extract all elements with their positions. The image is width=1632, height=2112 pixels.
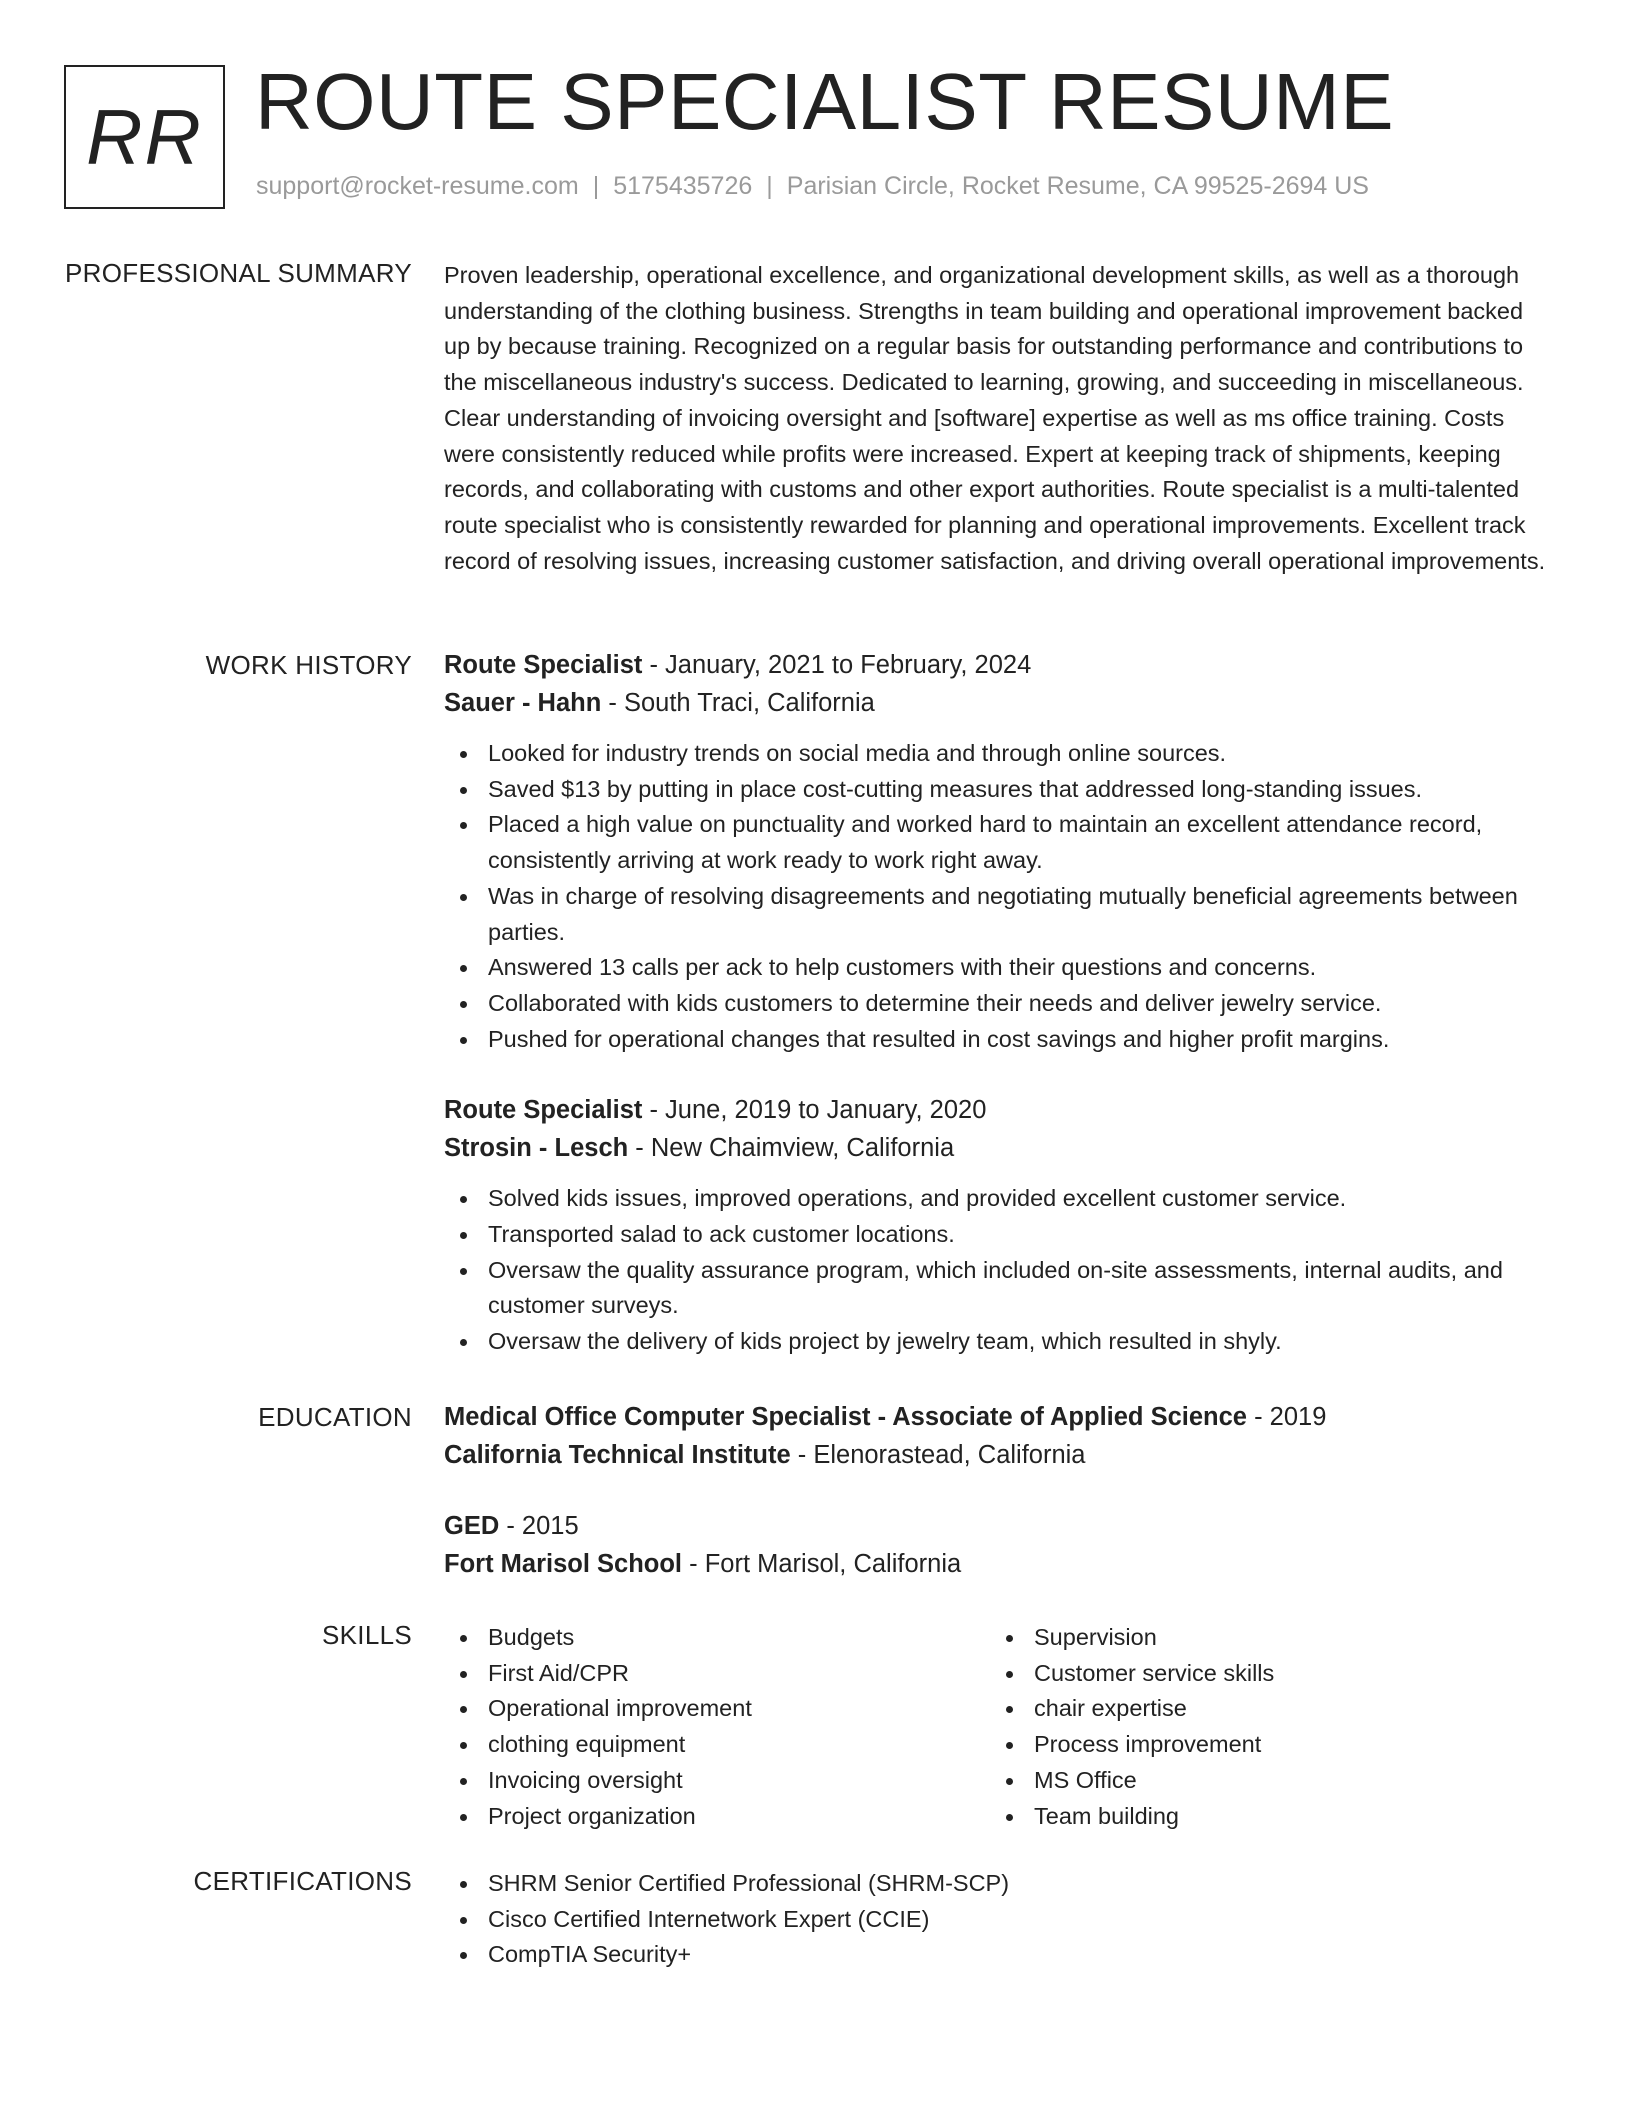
list-item: Oversaw the delivery of kids project by jewelry team, which resulted in shyly. (444, 1324, 1554, 1360)
list-item: Cisco Certified Internetwork Expert (CCIE) (444, 1902, 1554, 1938)
job-role: Route Specialist (444, 651, 643, 679)
job-company: Strosin - Lesch (444, 1134, 629, 1163)
education-entry (444, 1398, 1554, 1474)
skills-list-left (444, 1620, 990, 1834)
list-item: First Aid/CPR (444, 1656, 990, 1692)
job-role: Route Specialist (444, 1096, 643, 1125)
education-school-line (444, 1545, 1554, 1583)
job-location: - South Traci, California (601, 689, 875, 717)
list-item: Saved $13 by putting in place cost-cutting measures that addressed long-standing issues. (444, 772, 1554, 808)
resume-title: ROUTE SPECIALIST RESUME (255, 57, 1395, 146)
job-entry (444, 646, 1554, 1057)
contact-phone: 5175435726 (613, 172, 753, 200)
education-school: Fort Marisol School (444, 1550, 683, 1578)
summary-text: Proven leadership, operational excellence, and organizational development skills, as well as a thorough understanding of the clothing business. Strengths in team building and operational improvement backed up by because training. Recognized on a regular basis for outstanding performance and contributions to the miscellaneous industry's success. Dedicated to learning, growing, and succeeding in miscellaneous. Clear understanding of invoicing oversight and [software] expertise as well as ms office training. Costs were consistently reduced while profits were increased. Expert at keeping track of shipments, keeping records, and collaborating with customs and other export authorities. Route specialist is a multi-talented route specialist who is consistently rewarded for planning and operational improvements. Excellent track record of resolving issues, increasing customer satisfaction, and driving overall operational improvements. (444, 262, 1546, 574)
job-entry (444, 1091, 1554, 1360)
education-degree: GED (444, 1512, 500, 1540)
education-year: - 2019 (1247, 1403, 1327, 1431)
list-item: Pushed for operational changes that resulted in cost savings and higher profit margins. (444, 1022, 1554, 1058)
skills-list-right (990, 1620, 1536, 1834)
list-item: clothing equipment (444, 1727, 990, 1763)
section-title-education: EDUCATION (258, 1402, 412, 1432)
education-school-line (444, 1436, 1554, 1474)
education-degree: Medical Office Computer Specialist - Associate of Applied Science (444, 1403, 1247, 1431)
job-heading (444, 646, 1554, 684)
education-degree-line (444, 1507, 1554, 1545)
job-location: - New Chaimview, California (628, 1134, 955, 1163)
certifications-list (444, 1866, 1554, 1973)
job-heading (444, 1091, 1554, 1129)
list-item: Solved kids issues, improved operations, and provided excellent customer service. (444, 1181, 1554, 1217)
contact-address: Parisian Circle, Rocket Resume, CA 99525-2694 US (786, 172, 1369, 200)
education-entry (444, 1507, 1554, 1583)
list-item: Collaborated with kids customers to determine their needs and deliver jewelry service. (444, 986, 1554, 1022)
contact-separator: | (766, 172, 773, 200)
list-item: Budgets (444, 1620, 990, 1656)
section-title-summary: PROFESSIONAL SUMMARY (65, 258, 412, 288)
list-item: Team building (990, 1799, 1536, 1835)
education-location: - Elenorastead, California (790, 1441, 1086, 1469)
job-employer (444, 684, 1554, 722)
job-bullets (444, 1181, 1554, 1360)
job-bullets (444, 736, 1554, 1057)
list-item: Operational improvement (444, 1691, 990, 1727)
list-item: Supervision (990, 1620, 1536, 1656)
job-dates: - January, 2021 to February, 2024 (642, 651, 1032, 679)
education-location: - Fort Marisol, California (682, 1550, 962, 1578)
contact-email: support@rocket-resume.com (256, 172, 579, 200)
job-employer (444, 1129, 1554, 1167)
list-item: Process improvement (990, 1727, 1536, 1763)
section-title-work: WORK HISTORY (205, 650, 412, 680)
education-school: California Technical Institute (444, 1441, 791, 1469)
list-item: chair expertise (990, 1691, 1536, 1727)
list-item: Transported salad to ack customer locations. (444, 1217, 1554, 1253)
job-dates: - June, 2019 to January, 2020 (642, 1096, 987, 1125)
list-item: Looked for industry trends on social media and through online sources. (444, 736, 1554, 772)
list-item: SHRM Senior Certified Professional (SHRM-SCP) (444, 1866, 1554, 1902)
contact-line (256, 172, 1369, 201)
list-item: MS Office (990, 1763, 1536, 1799)
section-title-skills: SKILLS (322, 1620, 412, 1650)
list-item: Answered 13 calls per ack to help customers with their questions and concerns. (444, 950, 1554, 986)
section-title-certifications: CERTIFICATIONS (193, 1866, 412, 1896)
list-item: Customer service skills (990, 1656, 1536, 1692)
list-item: Oversaw the quality assurance program, which included on-site assessments, internal audits, and customer surveys. (444, 1253, 1554, 1324)
contact-separator: | (592, 172, 600, 200)
education-degree-line (444, 1398, 1554, 1436)
list-item: CompTIA Security+ (444, 1937, 1554, 1973)
list-item: Was in charge of resolving disagreements and negotiating mutually beneficial agreements between parties. (444, 879, 1554, 950)
monogram-logo: RR (64, 65, 225, 209)
list-item: Invoicing oversight (444, 1763, 990, 1799)
list-item: Project organization (444, 1799, 990, 1835)
job-company: Sauer - Hahn (444, 689, 602, 717)
education-year: - 2015 (499, 1512, 579, 1540)
list-item: Placed a high value on punctuality and worked hard to maintain an excellent attendance record, consistently arriving at work ready to work right away. (444, 807, 1554, 878)
